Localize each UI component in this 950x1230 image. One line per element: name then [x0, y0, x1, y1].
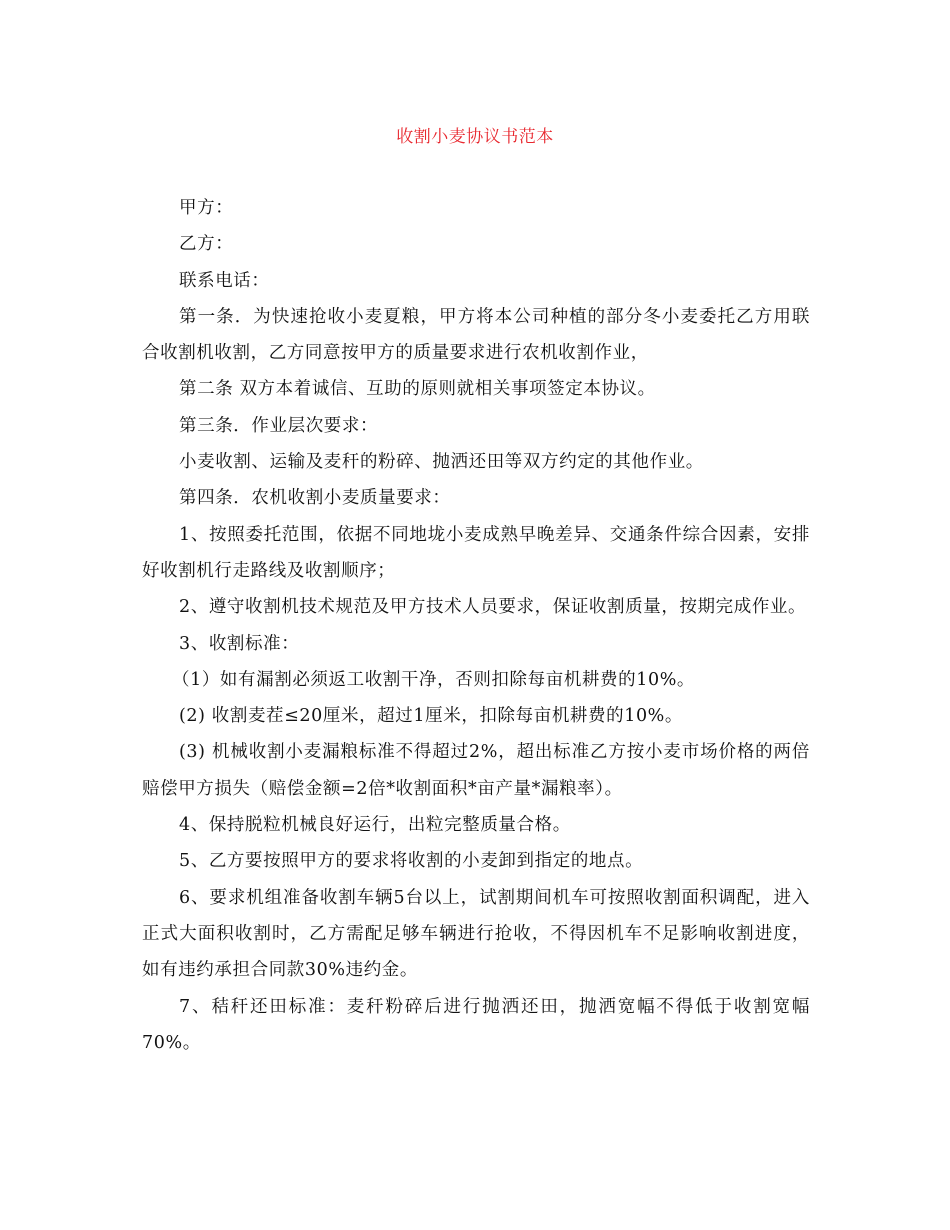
document-body [142, 190, 810, 1061]
requirement-3-heading: 3、收割标准： [179, 633, 300, 654]
party-a-line: 甲方： [179, 198, 234, 218]
requirement-2: 2、遵守收割机技术规范及甲方技术人员要求，保证收割质量，按期完成作业。 [179, 597, 807, 618]
document-title: 收割小麦协议书范本 [396, 127, 554, 147]
requirement-1: 1、按照委托范围，依据不同地垅小麦成熟早晚差异、交通条件综合因素，安排好收割机行走路线及收割顺序； [142, 524, 810, 581]
article-4-heading: 第四条．农机收割小麦质量要求： [179, 488, 451, 509]
contact-phone-line: 联系电话： [179, 270, 270, 291]
party-b-line: 乙方： [179, 234, 234, 255]
article-3-content: 小麦收割、运输及麦秆的粉碎、抛洒还田等双方约定的其他作业。 [179, 452, 704, 473]
article-1: 第一条．为快速抢收小麦夏粮，甲方将本公司种植的部分冬小麦委托乙方用联合收割机收割，乙方同意按甲方的质量要求进行农机收割作业， [142, 306, 810, 364]
standard-item-3: (3) 机械收割小麦漏粮标准不得超过2%，超出标准乙方按小麦市场价格的两倍赔偿甲方损失（赔偿金额=2倍*收割面积*亩产量*漏粮率）。 [142, 742, 810, 799]
standard-item-1: （1）如有漏割必须返工收割干净，否则扣除每亩机耕费的10%。 [172, 669, 696, 690]
article-2: 第二条 双方本着诚信、互助的原则就相关事项签定本协议。 [179, 379, 656, 400]
standard-item-2: (2) 收割麦茬≤20厘米，超过1厘米，扣除每亩机耕费的10%。 [179, 706, 684, 727]
requirement-7: 7、秸秆还田标准：麦秆粉碎后进行抛洒还田，抛洒宽幅不得低于收割宽幅70%。 [142, 996, 810, 1053]
requirement-5: 5、乙方要按照甲方的要求将收割的小麦卸到指定的地点。 [179, 851, 644, 872]
requirement-4: 4、保持脱粒机械良好运行，出粒完整质量合格。 [179, 815, 571, 836]
requirement-6: 6、要求机组准备收割车辆5台以上，试割期间机车可按照收割面积调配，进入正式大面积收割时，乙方需配足够车辆进行抢收，不得因机车不足影响收割进度，如有违约承担合同款30%违约金。 [142, 887, 810, 981]
article-3-heading: 第三条．作业层次要求： [179, 415, 379, 436]
